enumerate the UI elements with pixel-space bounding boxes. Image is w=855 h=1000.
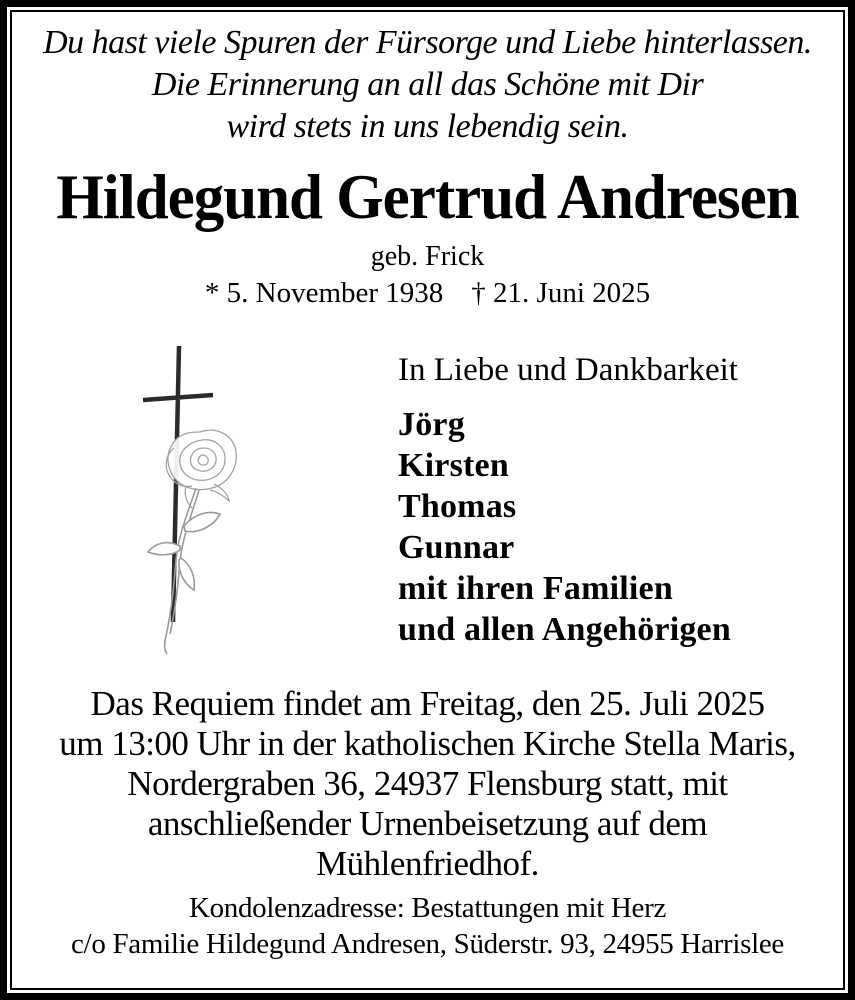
mourner-name: Gunnar bbox=[398, 529, 515, 566]
mourner-line: und allen Angehörigen bbox=[398, 611, 731, 648]
death-date: † 21. Juni 2025 bbox=[471, 277, 651, 309]
service-line: um 13:00 Uhr in der katholischen Kirche Stella Maris, bbox=[59, 724, 796, 763]
mourners-block bbox=[398, 350, 738, 650]
service-line: Das Requiem findet am Freitag, den 25. Juli 2025 bbox=[90, 684, 765, 723]
mourner-line: mit ihren Familien bbox=[398, 570, 673, 607]
maiden-name: geb. Frick bbox=[370, 241, 485, 272]
life-dates bbox=[0, 276, 855, 310]
birth-date: * 5. November 1938 bbox=[204, 277, 444, 309]
epitaph-line: Die Erinnerung an all das Schöne mit Dir bbox=[151, 66, 704, 103]
epitaph bbox=[20, 22, 835, 148]
mourner-name: Jörg bbox=[398, 406, 465, 443]
service-line: anschließender Urnenbeisetzung auf dem bbox=[147, 804, 708, 843]
epitaph-line: wird stets in uns lebendig sein. bbox=[226, 108, 629, 145]
cross-rose-illustration bbox=[122, 336, 252, 658]
dedication-line: In Liebe und Dankbarkeit bbox=[398, 352, 738, 388]
condolence-address bbox=[16, 890, 839, 962]
condolence-line: c/o Familie Hildegund Andresen, Süderstr. 93, 24955 Harrislee bbox=[70, 928, 785, 960]
mourner-name: Thomas bbox=[398, 488, 517, 525]
deceased-name: Hildegund Gertrud Andresen bbox=[56, 162, 799, 233]
mourner-name: Kirsten bbox=[398, 447, 509, 484]
service-information bbox=[20, 684, 835, 884]
epitaph-line: Du hast viele Spuren der Fürsorge und Liebe hinterlassen. bbox=[43, 24, 812, 61]
rose-stem bbox=[148, 488, 220, 654]
service-line: Mühlenfriedhof. bbox=[316, 844, 539, 883]
service-line: Nordergraben 36, 24937 Flensburg statt, mit bbox=[127, 764, 728, 803]
condolence-line: Kondolenzadresse: Bestattungen mit Herz bbox=[188, 892, 667, 924]
